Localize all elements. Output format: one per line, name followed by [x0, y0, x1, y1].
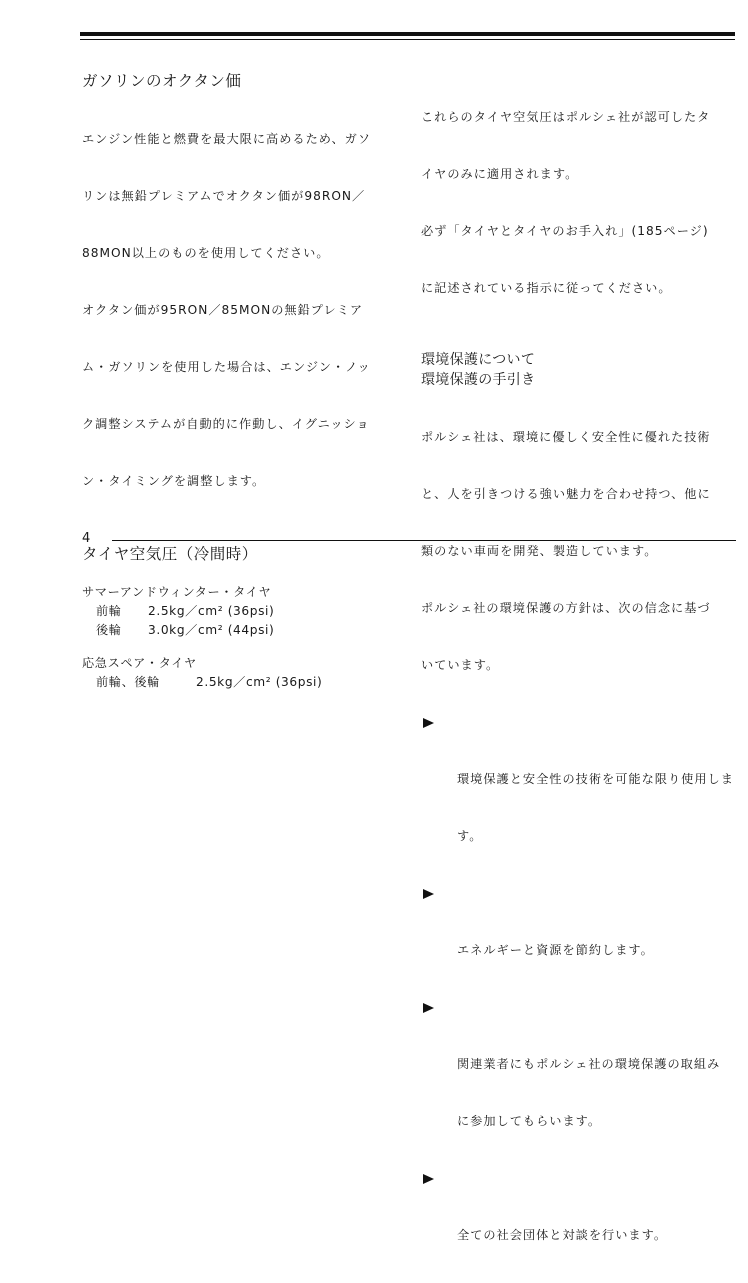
text-line: 類のない車両を開発、製造しています。 [421, 544, 658, 558]
text-line: に記述されている指示に従ってください。 [421, 281, 672, 295]
tire-position: 後輪 [96, 623, 122, 637]
list-item [421, 713, 734, 884]
text-line: ン・タイミングを調整します。 [82, 474, 266, 488]
text-line: 全ての社会団体と対談を行います。 [457, 1228, 668, 1242]
tire-pressure-value: 2.5kg／cm² (36psi) [196, 675, 323, 689]
text-line: エネルギーと資源を節約します。 [457, 943, 654, 957]
top-rule-thick [80, 32, 735, 36]
environment-principles-list [421, 713, 734, 1283]
summer-winter-heading: サマーアンドウィンター・タイヤ [82, 585, 272, 599]
left-column [82, 70, 394, 692]
footer-rule [112, 540, 736, 541]
octane-heading: ガソリンのオクタン価 [82, 72, 242, 90]
text-line: に参加してもらいます。 [457, 1114, 602, 1128]
top-rule-thin [80, 39, 735, 40]
list-item [421, 884, 731, 998]
tire-row-spare [82, 673, 394, 692]
text-line: ポルシェ社は、環境に優しく安全性に優れた技術 [421, 430, 711, 444]
spare-tire-heading: 応急スペア・タイヤ [82, 656, 197, 670]
tire-pressure-value: 3.0kg／cm² (44psi) [148, 623, 275, 637]
arrow-bullet-icon [423, 889, 434, 899]
text-line: ポルシェ社の環境保護の方針は、次の信念に基づ [421, 601, 711, 615]
tire-position: 前輪、後輪 [96, 675, 160, 689]
list-item [421, 1169, 731, 1283]
text-line: ク調整システムが自動的に作動し、イグニッショ [82, 417, 370, 431]
arrow-bullet-icon [423, 1174, 434, 1184]
environment-paragraph [421, 390, 731, 713]
right-column [421, 70, 734, 1283]
text-line: エンジン性能と燃費を最大限に高めるため、ガソ [82, 132, 372, 146]
text-line: イヤのみに適用されます。 [421, 167, 579, 181]
tire-row-rear [82, 621, 394, 640]
page-number: 4 [82, 531, 91, 546]
text-line: これらのタイヤ空気圧はポルシェ社が認可したタ [421, 110, 711, 124]
tire-note-paragraph [421, 70, 731, 336]
text-line: 関連業者にもポルシェ社の環境保護の取組み [457, 1057, 721, 1071]
text-line: 環境保護と安全性の技術を可能な限り使用しま [457, 772, 734, 786]
environment-subheading: 環境保護の手引き [421, 372, 536, 388]
text-line: いています。 [421, 658, 500, 672]
tire-row-front [82, 602, 394, 621]
text-line: と、人を引きつける強い魅力を合わせ持つ、他に [421, 487, 711, 501]
text-line: す。 [457, 829, 483, 843]
environment-heading: 環境保護について [421, 352, 536, 368]
tire-position: 前輪 [96, 604, 122, 618]
text-line: ム・ガソリンを使用した場合は、エンジン・ノッ [82, 360, 371, 374]
list-item [421, 998, 731, 1169]
text-line: リンは無鉛プレミアムでオクタン価が98RON／ [82, 189, 366, 203]
tire-pressure-heading: タイヤ空気圧（冷間時） [82, 545, 258, 563]
arrow-bullet-icon [423, 1003, 434, 1013]
octane-paragraph [82, 92, 394, 529]
arrow-bullet-icon [423, 718, 434, 728]
tire-pressure-value: 2.5kg／cm² (36psi) [148, 604, 275, 618]
text-line: オクタン価が95RON／85MONの無鉛プレミア [82, 303, 364, 317]
text-line: 88MON以上のものを使用してください。 [82, 246, 330, 260]
text-line: 必ず「タイヤとタイヤのお手入れ」(185ページ) [421, 224, 709, 238]
